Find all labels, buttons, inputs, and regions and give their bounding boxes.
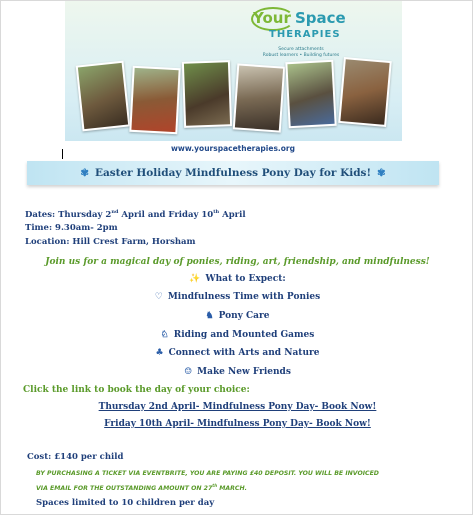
photo-pony-5	[285, 60, 336, 128]
photo-pony-1	[76, 61, 131, 132]
website-url[interactable]: www.yourspacetherapies.org	[171, 144, 295, 153]
event-title	[27, 167, 439, 179]
photo-pony-2	[129, 66, 180, 134]
tagline-line-1: Secure attachments	[278, 47, 324, 52]
text-cursor	[62, 149, 63, 159]
logo-space: Space	[295, 9, 346, 27]
people-icon: ☺	[184, 367, 193, 377]
tree-icon: ♣	[155, 348, 164, 358]
spaces-line: Spaces limited to 10 children per day	[36, 498, 215, 508]
sparkle-flower-icon: ✾	[377, 168, 386, 179]
tagline	[253, 47, 349, 59]
deposit-notice-line-2: VIA EMAIL FOR THE OUTSTANDING AMOUNT ON 27th MARCH.	[36, 483, 247, 493]
tagline-line-2: Robust learners • Building futures	[262, 53, 340, 58]
deposit-notice-line-1: BY PURCHASING A TICKET VIA EVENTBRITE, YOU ARE PAYING £40 DEPOSIT. YOU WILL BE INVOICED	[36, 470, 379, 477]
expect-item-arts-nature: ♣ Connect with Arts and Nature	[155, 348, 320, 358]
logo	[253, 7, 353, 51]
expect-heading: ✨ What to Expect:	[189, 274, 286, 284]
rider-icon: ♘	[160, 330, 169, 340]
expect-item-mindfulness: ♡ Mindfulness Time with Ponies	[154, 292, 321, 302]
photo-collage	[79, 59, 399, 137]
invite-line: Join us for a magical day of ponies, riding, art, friendship, and mindfulness!	[45, 257, 430, 267]
photo-pony-6	[338, 57, 392, 127]
book-friday-link[interactable]: Friday 10th April- Mindfulness Pony Day- Book Now!	[104, 419, 371, 429]
photo-pony-4	[233, 63, 285, 132]
expect-item-riding: ♘ Riding and Mounted Games	[160, 330, 315, 340]
photo-pony-3	[182, 60, 232, 128]
title-banner	[27, 161, 439, 185]
heart-icon: ♡	[154, 292, 163, 302]
event-title-text: Easter Holiday Mindfulness Pony Day for Kids!	[94, 167, 372, 179]
booking-prompt: Click the link to book the day of your choice:	[23, 385, 250, 395]
expect-item-pony-care: ♞ Pony Care	[205, 311, 270, 321]
time-line: Time: 9.30am- 2pm	[25, 223, 118, 233]
deposit-notice	[36, 468, 456, 495]
logo-therapies: THERAPIES	[269, 29, 341, 40]
expect-item-friends: ☺ Make New Friends	[184, 367, 291, 377]
sparkle-icon: ✨	[189, 274, 201, 284]
horse-icon: ♞	[205, 311, 214, 321]
cost-line: Cost: £140 per child	[27, 452, 124, 462]
sparkle-flower-icon: ✾	[80, 168, 89, 179]
logo-your: Your	[253, 9, 291, 27]
dates-line: Dates: Thursday 2nd April and Friday 10th April	[25, 209, 246, 220]
book-thursday-link[interactable]: Thursday 2nd April- Mindfulness Pony Day- Book Now!	[98, 402, 377, 412]
location-line: Location: Hill Crest Farm, Horsham	[25, 237, 196, 247]
